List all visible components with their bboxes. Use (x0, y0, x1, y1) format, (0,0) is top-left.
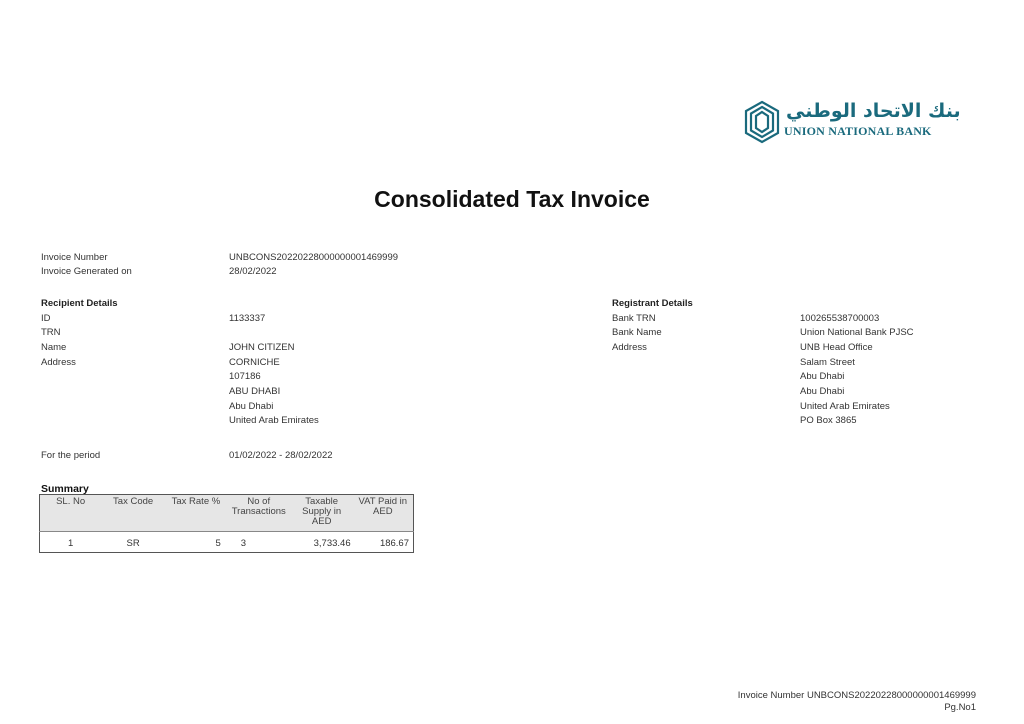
page-footer (738, 690, 976, 714)
summary-cell: 1 (67, 538, 74, 549)
recipient-name-label: Name (41, 342, 67, 353)
summary-cell: 186.67 (379, 538, 409, 549)
recipient-address-label: Address (41, 357, 76, 368)
table-row (40, 532, 414, 553)
registrant-heading: Registrant Details (612, 298, 693, 309)
summary-cell: 3 (240, 538, 247, 549)
registrant-name-label: Bank Name (612, 327, 662, 338)
bank-logo-arabic: بنك الاتحاد الوطني (786, 100, 961, 122)
summary-table (39, 494, 414, 553)
bank-logo (744, 80, 961, 162)
recipient-address-line: ABU DHABI (229, 386, 281, 397)
summary-header-cell: SL. No (40, 495, 102, 532)
recipient-id-value: 1133337 (229, 313, 266, 324)
summary-header-cell: VAT Paid in AED (353, 495, 414, 532)
invoice-generated-label: Invoice Generated on (41, 266, 132, 277)
registrant-name-value: Union National Bank PJSC (800, 327, 914, 338)
recipient-id-label: ID (41, 313, 51, 324)
footer-page-number: Pg.No1 (944, 702, 976, 713)
summary-heading: Summary (41, 483, 89, 495)
recipient-trn-label: TRN (41, 327, 61, 338)
registrant-address-line: Salam Street (800, 357, 855, 368)
invoice-generated-value: 28/02/2022 (229, 266, 277, 277)
registrant-address-line: UNB Head Office (800, 342, 873, 353)
registrant-address-line: PO Box 3865 (800, 415, 857, 426)
registrant-address-line: Abu Dhabi (800, 386, 845, 397)
summary-header-cell: Tax Code (101, 495, 165, 532)
registrant-trn-value: 100265538700003 (800, 313, 880, 324)
summary-cell: 5 (215, 538, 221, 549)
registrant-trn-label: Bank TRN (612, 313, 656, 324)
summary-header-row (40, 495, 414, 532)
period-value: 01/02/2022 - 28/02/2022 (229, 450, 333, 461)
summary-cell: 3,733.46 (313, 538, 351, 549)
registrant-address-line: United Arab Emirates (800, 401, 890, 412)
summary-cell: SR (126, 538, 140, 549)
footer-invoice-number: Invoice Number UNBCONS20220228000000001469999 (737, 690, 976, 701)
bank-logo-english: UNION NATIONAL BANK (784, 124, 932, 138)
summary-header-cell: No of Transactions (227, 495, 291, 532)
recipient-heading: Recipient Details (41, 298, 118, 309)
recipient-address-line: Abu Dhabi (229, 401, 274, 412)
registrant-address-line: Abu Dhabi (800, 371, 845, 382)
recipient-address-line: United Arab Emirates (229, 415, 319, 426)
summary-header-cell: Taxable Supply in AED (291, 495, 353, 532)
recipient-name-value: JOHN CITIZEN (229, 342, 295, 353)
invoice-number-label: Invoice Number (41, 252, 108, 263)
summary-header-cell: Tax Rate % (165, 495, 227, 532)
bank-logo-mark-icon (744, 100, 780, 144)
recipient-address-line: 107186 (229, 371, 261, 382)
registrant-address-label: Address (612, 342, 647, 353)
recipient-address-line: CORNICHE (229, 357, 280, 368)
page-title: Consolidated Tax Invoice (374, 186, 650, 212)
invoice-number-value: UNBCONS20220228000000001469999 (229, 252, 399, 263)
period-label: For the period (41, 450, 101, 461)
